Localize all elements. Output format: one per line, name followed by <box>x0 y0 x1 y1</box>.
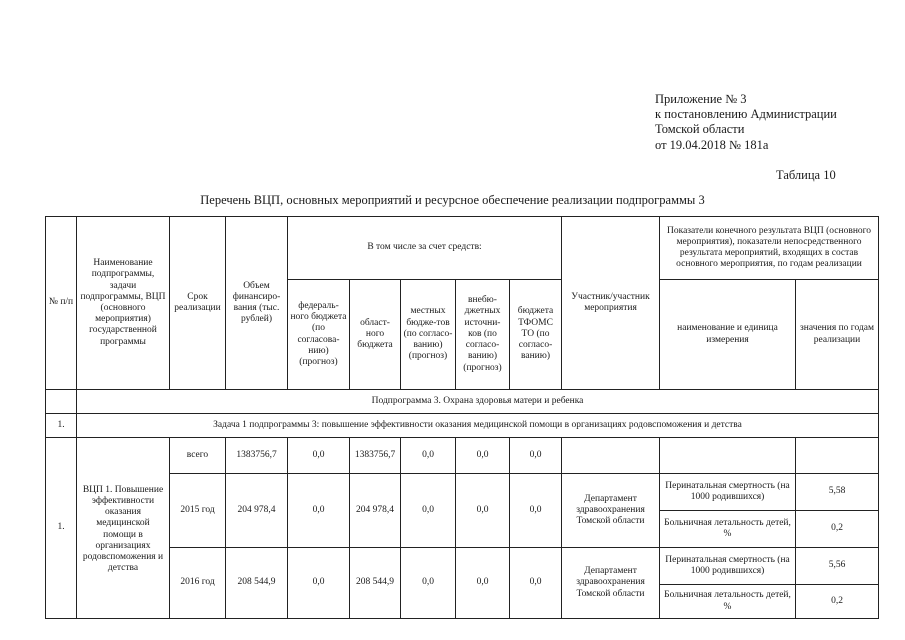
row-tfoms: 0,0 <box>510 548 562 619</box>
row-volume: 1383756,7 <box>226 438 288 474</box>
row-tfoms: 0,0 <box>510 474 562 548</box>
row-term: 2016 год <box>170 548 226 619</box>
annex-line: Томской области <box>655 122 745 137</box>
row-federal: 0,0 <box>288 438 350 474</box>
header-name: Наименование подпрограммы, задачи подпрограммы, ВЦП (основного мероприятия) государственной программы <box>77 217 170 390</box>
task-row: Задача 1 подпрограммы 3: повышение эффективности оказания медицинской помощи в организациях родовспоможения и детства <box>77 414 879 438</box>
header-tfoms: бюджета ТФОМС ТО (по согласо-ванию) <box>510 280 562 390</box>
resource-table <box>45 216 879 619</box>
indicator-value: 5,56 <box>796 548 879 585</box>
header-extra: внебю-джетных источни-ков (по согласо-ванию) (прогноз) <box>456 280 510 390</box>
indicator-name: Больничная летальность детей, % <box>660 511 796 548</box>
header-num: № п/п <box>46 217 77 390</box>
header-indicator-value: значения по годам реализации <box>796 280 879 390</box>
row-volume: 208 544,9 <box>226 548 288 619</box>
table-label: Таблица 10 <box>776 168 836 182</box>
indicator-name: Перинатальная смертность (на 1000 родившихся) <box>660 548 796 585</box>
vcp-num: 1. <box>46 438 77 619</box>
header-incl: В том числе за счет средств: <box>288 217 562 280</box>
empty-cell <box>660 438 796 474</box>
header-regional: област-ного бюджета <box>350 280 401 390</box>
row-local: 0,0 <box>401 438 456 474</box>
subprogram-row: Подпрограмма 3. Охрана здоровья матери и ребенка <box>77 390 879 414</box>
indicator-value: 0,2 <box>796 511 879 548</box>
task-num: 1. <box>46 414 77 438</box>
row-volume: 204 978,4 <box>226 474 288 548</box>
row-extra: 0,0 <box>456 548 510 619</box>
row-regional: 208 544,9 <box>350 548 401 619</box>
row-participant: Департамент здравоохранения Томской области <box>562 474 660 548</box>
row-extra: 0,0 <box>456 474 510 548</box>
row-participant <box>562 438 660 474</box>
indicator-value: 0,2 <box>796 585 879 619</box>
row-term: всего <box>170 438 226 474</box>
row-local: 0,0 <box>401 474 456 548</box>
header-volume: Объем финансиро-вания (тыс. рублей) <box>226 217 288 390</box>
header-federal: федераль-ного бюджета (по согласова-нию) (прогноз) <box>288 280 350 390</box>
indicator-value: 5,58 <box>796 474 879 511</box>
header-participant: Участник/участник мероприятия <box>562 217 660 390</box>
row-participant: Департамент здравоохранения Томской области <box>562 548 660 619</box>
row-federal: 0,0 <box>288 474 350 548</box>
annex-line: к постановлению Администрации <box>655 107 837 122</box>
empty-cell <box>46 390 77 414</box>
row-regional: 1383756,7 <box>350 438 401 474</box>
row-term: 2015 год <box>170 474 226 548</box>
header-indicators: Показатели конечного результата ВЦП (основного мероприятия), показатели непосредственного результата мероприятий, входящих в состав основного мероприятия, по годам реализации <box>660 217 879 280</box>
header-term: Срок реализации <box>170 217 226 390</box>
row-federal: 0,0 <box>288 548 350 619</box>
document-title: Перечень ВЦП, основных мероприятий и ресурсное обеспечение реализации подпрограммы 3 <box>200 193 705 207</box>
row-regional: 204 978,4 <box>350 474 401 548</box>
empty-cell <box>796 438 879 474</box>
row-extra: 0,0 <box>456 438 510 474</box>
header-local: местных бюдже-тов (по согласо-ванию) (прогноз) <box>401 280 456 390</box>
annex-block <box>655 92 837 153</box>
vcp-name: ВЦП 1. Повышение эффективности оказания медицинской помощи в организациях родовспоможения и детства <box>77 438 170 619</box>
row-tfoms: 0,0 <box>510 438 562 474</box>
header-indicator-name: наименование и единица измерения <box>660 280 796 390</box>
annex-line: Приложение № 3 <box>655 92 747 106</box>
row-local: 0,0 <box>401 548 456 619</box>
indicator-name: Больничная летальность детей, % <box>660 585 796 619</box>
annex-line: от 19.04.2018 № 181а <box>655 137 769 152</box>
indicator-name: Перинатальная смертность (на 1000 родившихся) <box>660 474 796 511</box>
